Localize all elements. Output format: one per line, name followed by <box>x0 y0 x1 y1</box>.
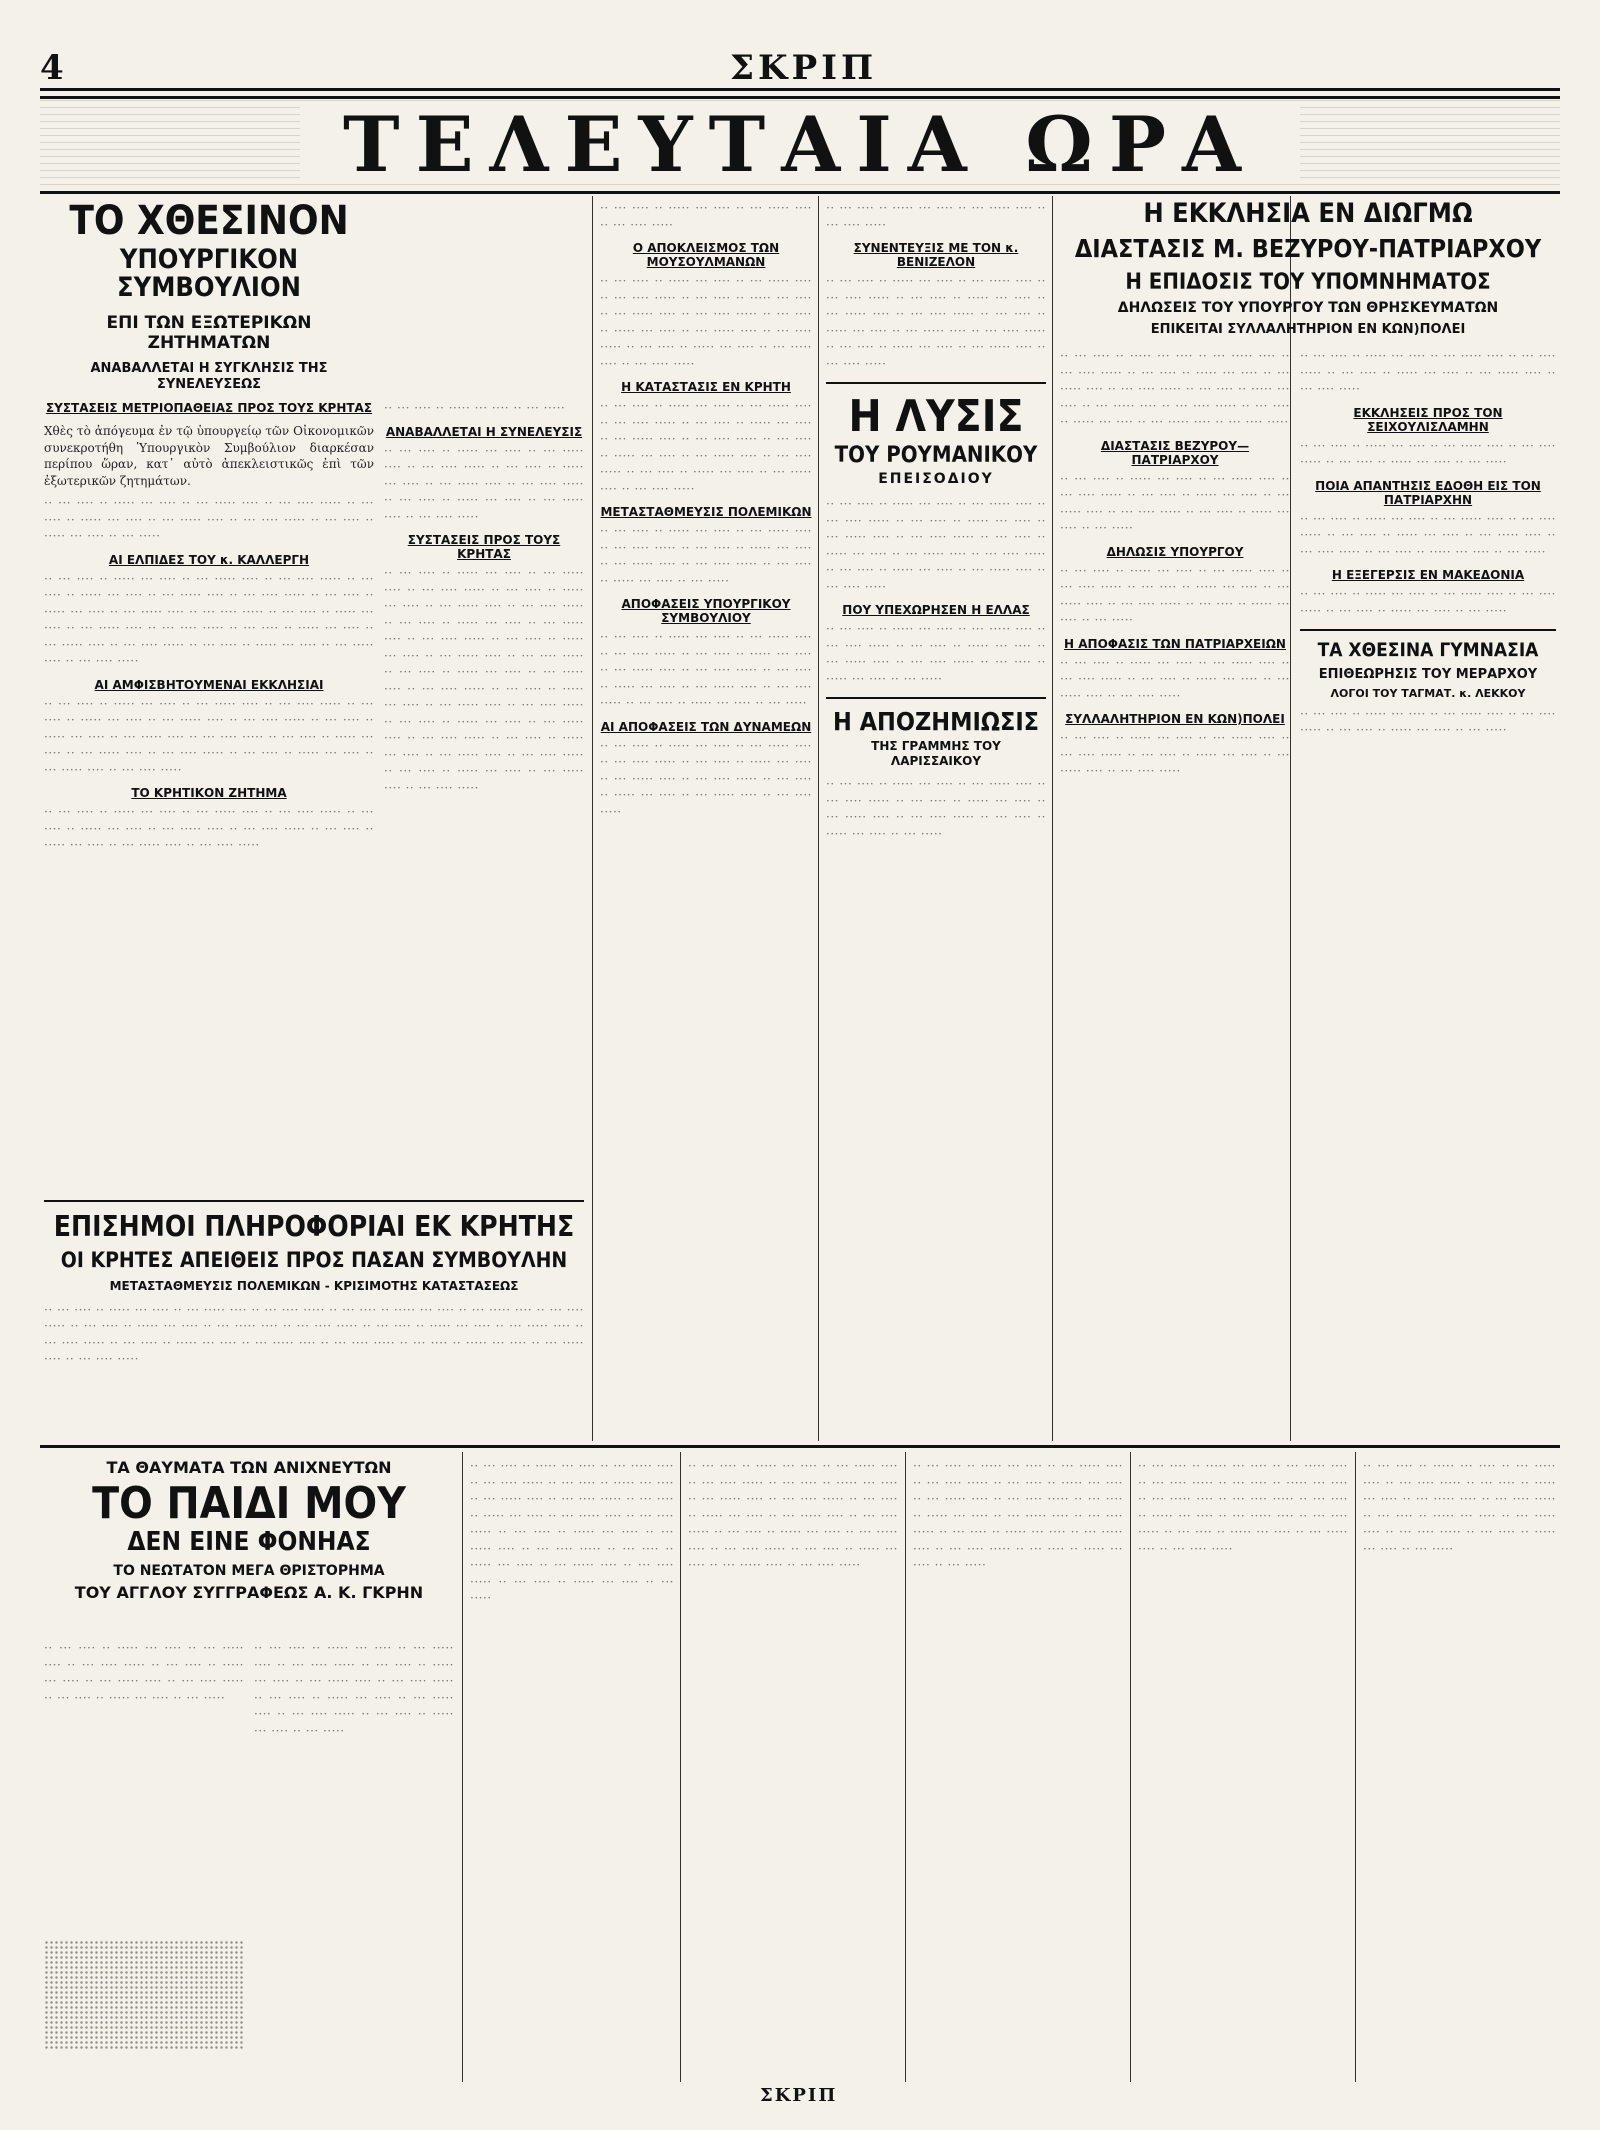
headline-cretans: ΟΙ ΚΡΗΤΕΣ ΑΠΕΙΘΕΙΣ ΠΡΟΣ ΠΑΣΑΝ ΣΥΜΒΟΥΛΗΝ <box>60 1248 568 1273</box>
serial-column-7 <box>1363 1458 1556 2078</box>
headline-rally: ΕΠΙΚΕΙΤΑΙ ΣΥΛΛΑΛΗΤΗΡΙΟΝ ΕΝ ΚΩΝ)ΠΟΛΕΙ <box>1150 322 1466 338</box>
article-text: ·· ··· ···· ·· ····· ··· ···· ·· ··· ····· ···· ·· ··· ···· ····· ·· ··· ···· ·· ····· ··· ···· ·· ··· ····· <box>1300 438 1556 470</box>
article-text: ·· ··· ···· ·· ····· ··· ···· ·· ··· ····· ···· ·· ··· ···· ····· <box>826 201 1046 232</box>
article-text: ·· ··· ···· ·· ····· ··· ···· ·· ··· ····· ···· ·· ··· ···· ····· ·· ··· ···· ·· ····· ··· ···· ·· ··· ····· ···· ·· ··· ···· ····· ·· ··· ···· ·· ····· ··· ···· ·· ··· ····· ···· ·· ··· ···· ····· ·· ··· ···· ·· ····· ··· ···· ·· ··· ····· ···· ·· ··· ···· ····· ·· ··· ···· ·· ····· ··· ···· ·· ··· ····· ···· ·· ··· ···· ····· <box>688 1459 898 1572</box>
headline-memorandum: Η ΕΠΙΔΟΣΙΣ ΤΟΥ ΥΠΟΜΝΗΜΑΤΟΣ <box>1125 269 1491 295</box>
article-text: ·· ··· ···· ·· ····· ··· ···· ·· ··· ····· ···· ·· ··· ···· ····· ·· ··· ···· ·· ····· ··· ···· ·· ··· ····· ···· ·· ··· ···· ····· ·· ··· ···· ·· ····· ··· ···· ·· ··· ····· ···· ·· ··· ···· ····· ·· ··· ···· ·· ····· ··· ···· ·· ··· ····· ···· ·· ··· ···· ····· <box>1060 349 1290 430</box>
headline-crete-info: ΕΠΙΣΗΜΟΙ ΠΛΗΡΟΦΟΡΙΑΙ ΕΚ ΚΡΗΤΗΣ <box>53 1210 575 1243</box>
article-text: ·· ··· ···· ·· ····· ··· ···· ·· ··· ····· ···· ·· ··· ···· ····· ·· ··· ···· ·· ····· ··· ···· ·· ··· ····· ···· ·· ··· ···· ····· ·· ··· ···· ·· ····· ··· ···· ·· ··· ····· ···· ·· ··· ···· ····· ·· ··· ···· ·· ····· ··· ···· ·· ··· ····· ···· ·· ··· ···· ····· <box>826 274 1046 371</box>
subheading: ΑΙ ΑΠΟΦΑΣΕΙΣ ΤΩΝ ΔΥΝΑΜΕΩΝ <box>600 719 812 734</box>
subheading: ΑΙ ΑΜΦΙΣΒΗΤΟΥΜΕΝΑΙ ΕΚΚΛΗΣΙΑΙ <box>94 677 324 692</box>
subheading: Ο ΑΠΟΚΛΕΙΣΜΟΣ ΤΩΝ ΜΟΥΣΟΥΛΜΑΝΩΝ <box>632 241 780 269</box>
serial-novel-label: ΤΟ ΝΕΩΤΑΤΟΝ ΜΕΓΑ ΘΡΙΣΤΟΡΗΜΑ <box>113 1562 385 1579</box>
subheading: Η ΕΞΕΓΕΡΣΙΣ ΕΝ ΜΑΚΕΔΟΝΙΑ <box>1331 568 1525 583</box>
article-text: ·· ··· ···· ·· ····· ··· ···· ·· ··· ····· ···· ·· ··· ···· ····· ·· ··· ···· ·· ····· ··· ···· ·· ··· ····· ···· ·· ··· ···· ····· <box>1060 731 1290 779</box>
headline-incident: ΕΠΕΙΣΟΔΙΟΥ <box>878 471 994 488</box>
right-column-a <box>1060 348 1290 786</box>
article-text: Χθὲς τὸ ἀπόγευμα ἐν τῷ ὑπουργείῳ τῶν Οἰκονομικῶν συνεκροτήθη Ὑπουργικὸν Συμβούλιον διαρκέσαν περίπου ὥραν, κατ᾽ αὐτὸ ἀπεκλειστικῶς ἐπὶ τῶν ἐξωτερικῶν ζητημάτων. <box>44 424 374 488</box>
subheading: ΜΕΤΑΣΤΑΘΜΕΥΣΙΣ ΠΟΛΕΜΙΚΩΝ <box>600 505 812 519</box>
subheading: ΠΟΥ ΥΠΕΧΩΡΗΣΕΝ Η ΕΛΛΑΣ <box>842 603 1030 618</box>
article-text: ·· ··· ···· ·· ····· ··· ···· ·· ··· ····· ···· ·· ··· ···· ····· ·· ··· ···· ·· ····· ··· ···· ·· ··· ····· ···· ·· ··· ···· ····· ·· ··· ···· ·· ····· ··· ···· ·· ··· ····· ···· ·· ··· ···· ····· ·· ··· ···· ·· ····· ··· ···· ·· ··· ····· ···· ·· ··· ···· ····· ·· ··· ···· ·· ····· ··· ···· ·· ··· ····· ···· ·· ··· ···· ····· ·· ··· ···· ·· ····· ··· ···· ·· ··· ····· <box>470 1459 674 1605</box>
subheading: ΣΥΣΤΑΣΕΙΣ ΠΡΟΣ ΤΟΥΣ ΚΡΗΤΑΣ <box>407 533 561 561</box>
article-text: ·· ··· ···· ·· ····· ··· ···· ·· ··· ····· ···· ·· ··· ···· ····· ·· ··· ···· ·· ····· ··· ···· ·· ··· ····· ···· ·· ··· ···· ····· ·· ··· ···· ·· ····· ··· ···· ·· ··· ····· <box>44 1641 244 1705</box>
subheading: ΔΙΑΣΤΑΣΙΣ ΒΕΖΥΡΟΥ—ΠΑΤΡΙΑΡΧΟΥ <box>1100 438 1250 467</box>
article-text: ·· ··· ···· ·· ····· ··· ···· ·· ··· ····· <box>384 401 566 415</box>
column-rule <box>680 1452 681 2082</box>
column-rule <box>1052 196 1053 1441</box>
headline-warships: ΜΕΤΑΣΤΑΘΜΕΥΣΙΣ ΠΟΛΕΜΙΚΩΝ - ΚΡΙΣΙΜΟΤΗΣ ΚΑΤΑΣΤΑΣΕΩΣ <box>109 1279 519 1294</box>
column-rule <box>1355 1452 1356 2082</box>
serial-column-5 <box>913 1458 1123 2078</box>
article-text: ·· ··· ···· ·· ····· ··· ···· ·· ··· ····· ···· ·· ··· ···· ····· ·· ··· ···· ·· ····· ··· ···· ·· ··· ····· <box>1300 706 1556 738</box>
subheading: ΑΝΑΒΑΛΛΕΤΑΙ Η ΣΥΝΕΛΕΥΣΙΣ <box>385 424 583 439</box>
headline-larissa-line: ΤΗΣ ΓΡΑΜΜΗΣ ΤΟΥ ΛΑΡΙΣΣΑΙΚΟΥ <box>871 739 1001 768</box>
serial-column-4 <box>688 1458 898 2078</box>
headline-church: Η ΕΚΚΛΗΣΙΑ ΕΝ ΔΙΩΓΜΩ <box>1143 200 1473 229</box>
article-text: ·· ··· ···· ·· ····· ··· ···· ·· ··· ····· ···· ·· ··· ···· ····· ·· ··· ···· ·· ····· ··· ···· ·· ··· ····· ···· ·· ··· ···· ····· ·· ··· ···· ·· ····· ··· ···· ·· ··· ····· ···· ·· ··· ···· ····· ·· ··· ···· ·· ····· ··· ···· ·· ··· ····· ···· ·· ··· ···· ····· <box>826 497 1046 594</box>
subheading: ΑΠΟΦΑΣΕΙΣ ΥΠΟΥΡΓΙΚΟΥ ΣΥΜΒΟΥΛΙΟΥ <box>621 597 791 625</box>
page-number: 4 <box>40 48 64 88</box>
right-columns <box>1060 348 1556 786</box>
article-text: ·· ··· ···· ·· ····· ··· ···· ·· ··· ····· ···· ·· ··· ···· ····· ·· ··· ···· ·· ····· ··· ···· ·· ··· ····· ···· ·· ··· ···· ····· ·· ··· ···· ·· ····· ··· ···· ·· ··· ····· ···· ·· ··· ···· ····· ·· ··· ···· ·· ····· ··· ···· ·· ··· ····· ···· ·· ··· ···· ····· ·· ··· ···· ·· ····· ··· ···· ·· ··· ····· ···· ·· ··· ···· ····· ·· ··· ···· ·· ····· ··· ···· ·· ··· ····· ···· ·· ··· ···· ····· <box>44 571 374 669</box>
article-text: ·· ··· ···· ·· ····· ··· ···· ·· ··· ····· ···· ·· ··· ···· ····· ·· ··· ···· ·· ····· ··· ···· ·· ··· ····· ···· ·· ··· ···· ····· ·· ··· ···· ·· ····· ··· ···· ·· ··· ····· ···· ·· ··· ···· ····· ·· ··· ···· ·· ····· ··· ···· ·· ··· ····· ···· ·· ··· ···· ····· ·· ··· ···· ·· ····· ··· ···· ·· ··· ····· <box>913 1459 1123 1572</box>
article-text: ·· ··· ···· ·· ····· ··· ···· ·· ··· ····· ···· ·· ··· ···· ····· ·· ··· ···· ·· ····· ··· ···· ·· ··· ····· ···· ·· ··· ···· ····· ·· ··· ···· ·· ····· ··· ···· ·· ··· ····· <box>600 524 812 588</box>
subheading: ΕΚΚΛΗΣΕΙΣ ΠΡΟΣ ΤΟΝ ΣΕΙΧΟΥΛΙΣΛΑΜΗΝ <box>1353 405 1503 434</box>
right-column-b <box>1300 348 1556 786</box>
headline-assembly: ΑΝΑΒΑΛΛΕΤΑΙ Η ΣΥΓΚΛΗΣΙΣ ΤΗΣ ΣΥΝΕΛΕΥΣΕΩΣ <box>90 361 328 393</box>
column-rule <box>592 196 593 1441</box>
subheading: ΤΟ ΚΡΗΤΙΚΟΝ ΖΗΤΗΜΑ <box>131 786 287 801</box>
subheading: ΠΟΙΑ ΑΠΑΝΤΗΣΙΣ ΕΔΟΘΗ ΕΙΣ ΤΟΝ ΠΑΤΡΙΑΡΧΗΝ <box>1315 478 1541 507</box>
article-text: ·· ··· ···· ·· ····· ··· ···· ·· ··· ····· ···· ·· ··· ···· ····· ·· ··· ···· ·· ····· ··· ···· ·· ··· ····· ···· ·· ··· ···· ····· ·· ··· ···· ·· ····· ··· ···· ·· ··· ····· ···· ·· ··· ···· ····· ·· ··· ···· ·· ····· ··· ···· ·· ··· ····· <box>1363 1459 1556 1556</box>
section-rule <box>826 382 1046 384</box>
headline-inspection: ΕΠΙΘΕΩΡΗΣΙΣ ΤΟΥ ΜΕΡΑΡΧΟΥ <box>1318 667 1538 683</box>
serial-column-3 <box>470 1458 674 2078</box>
section-rule <box>1300 629 1556 631</box>
article-text: ·· ··· ···· ·· ····· ··· ···· ·· ··· ····· ···· ·· ··· ···· ····· ·· ··· ···· ·· ····· ··· ···· ·· ··· ····· ···· ·· ··· ···· ····· ·· ··· ···· ·· ····· ··· ···· ·· ··· ····· ···· ·· ··· ···· ····· <box>384 443 584 524</box>
column-3 <box>600 200 812 1440</box>
serial-title: ΤΟ ΠΑΙΔΙ ΜΟΥ <box>92 1478 406 1530</box>
serial-kicker: ΤΑ ΘΑΥΜΑΤΑ ΤΩΝ ΑΝΙΧΝΕΥΤΩΝ <box>106 1458 392 1477</box>
headline-foreign-affairs: ΕΠΙ ΤΩΝ ΕΞΩΤΕΡΙΚΩΝ ΖΗΤΗΜΑΤΩΝ <box>106 312 312 354</box>
article-text: ·· ··· ···· ·· ····· ··· ···· ·· ··· ····· ···· ·· ··· ···· ····· ·· ··· ···· ·· ····· ··· ···· ·· ··· ····· ···· ·· ··· ···· ····· ·· ··· ···· ·· ····· ··· ···· ·· ··· ····· ···· ·· ··· ···· ····· ·· ··· ···· ·· ····· ··· ···· ·· ··· ····· <box>600 630 812 710</box>
headline-gymnastics: ΤΑ ΧΘΕΣΙΝΑ ΓΥΜΝΑΣΙΑ <box>1317 639 1539 662</box>
column-rule <box>462 1452 463 2082</box>
headline-minister: ΔΗΛΩΣΕΙΣ ΤΟΥ ΥΠΟΥΡΓΟΥ ΤΩΝ ΘΡΗΣΚΕΥΜΑΤΩΝ <box>1117 299 1499 316</box>
article-text: ·· ··· ···· ·· ····· ··· ···· ·· ··· ····· ···· ·· ··· ···· ····· ·· ··· ···· ·· ····· ··· ···· ·· ··· ····· ···· ·· ··· ···· ····· ·· ··· ···· ·· ····· ··· ···· ·· ··· ····· ···· ·· ··· ···· ····· ·· ··· ···· ·· ····· ··· ···· ·· ··· ····· ···· ·· ··· ···· ····· <box>600 274 812 371</box>
subheading: Η ΚΑΤΑΣΤΑΣΙΣ ΕΝ ΚΡΗΤΗ <box>621 380 791 394</box>
article-text: ·· ··· ···· ·· ····· ··· ···· ·· ··· ····· ···· ·· ··· ···· ····· ·· ··· ···· ·· ····· ··· ···· ·· ··· ····· ···· ·· ··· ···· ····· ·· ··· ···· ·· ····· ··· ···· ·· ··· ····· <box>1060 563 1290 628</box>
subheading: ΣΥΛΛΑΛΗΤΗΡΙΟΝ ΕΝ ΚΩΝ)ΠΟΛΕΙ <box>1065 712 1285 727</box>
column-4 <box>826 200 1046 1440</box>
crete-info-section <box>44 1200 584 1440</box>
paper-name: ΣΚΡΙΠ <box>730 48 878 88</box>
article-text: ·· ··· ···· ·· ····· ··· ···· ·· ··· ····· ···· ·· ··· ···· ····· ·· ··· ···· ·· ····· ··· ···· ·· ··· ····· ···· ·· ··· ···· ····· ·· ··· ···· ·· ····· ··· ···· ·· ··· ····· <box>1060 471 1290 536</box>
section-rule <box>44 1200 584 1202</box>
article-text: ·· ··· ···· ·· ····· ··· ···· ·· ··· ····· ···· ·· ··· ···· ····· ·· ··· ···· ·· ····· ··· ···· ·· ··· ····· <box>1300 587 1556 618</box>
article-text: ·· ··· ···· ·· ····· ··· ···· ·· ··· ····· ···· ·· ··· ···· ····· ·· ··· ···· ·· ····· ··· ···· ·· ··· ····· ···· ·· ··· ···· ····· ·· ··· ···· ·· ····· ··· ···· ·· ··· ····· <box>826 777 1046 841</box>
article-text: ·· ··· ···· ·· ····· ··· ···· ·· ··· ····· ···· ·· ··· ···· ····· ·· ··· ···· ·· ····· ··· ···· ·· ··· ····· ···· ·· ··· ···· ····· ·· ··· ···· ·· ····· ··· ···· ·· ··· ····· <box>1300 511 1556 559</box>
headline-compensation: Η ΑΠΟΖΗΜΙΩΣΙΣ <box>832 707 1040 737</box>
serial-author: ΤΟΥ ΑΓΓΛΟΥ ΣΥΓΓΡΑΦΕΩΣ Α. Κ. ΓΚΡΗΝ <box>74 1583 424 1603</box>
column-2 <box>384 400 584 1195</box>
serial-text-1 <box>44 1640 244 1940</box>
article-text: ·· ··· ···· ·· ····· ··· ···· ·· ··· ····· ···· ·· ··· ···· ····· ·· ··· ···· ·· ····· ··· ···· ·· ··· ····· ···· ·· ··· ···· ····· ·· ··· ···· ·· ····· ··· ···· ·· ··· ····· ···· ·· ··· ···· ····· ·· ··· ···· ·· ····· ··· ···· ·· ··· ····· ···· ·· ··· ···· ····· ·· ··· ···· ·· ····· ··· ···· ·· ··· ····· ···· ·· ··· ···· ····· ·· ··· ···· ·· ····· ··· ···· ·· ··· ····· ···· ·· ··· ···· ····· <box>44 1302 584 1367</box>
halftone-illustration <box>44 1940 244 2050</box>
subheading: ΔΗΛΩΣΙΣ ΥΠΟΥΡΓΟΥ <box>1106 544 1244 559</box>
article-text: ·· ··· ···· ·· ····· ··· ···· ·· ··· ····· ···· ·· ··· ···· ····· ·· ··· ···· ·· ····· ··· ···· ·· ··· ····· ···· ·· ··· ···· ····· ·· ··· ···· ·· ····· ··· ···· ·· ··· ····· ···· ·· ··· ···· ····· ·· ··· ···· ·· ····· ··· ···· ·· ··· ····· ···· ·· ··· ···· ····· <box>600 399 812 496</box>
column-rule <box>905 1452 906 2082</box>
column-1 <box>44 200 374 1195</box>
serial-text-2 <box>254 1640 454 2070</box>
article-text: ·· ··· ···· ·· ····· ··· ···· ·· ··· ····· ···· ·· ··· ···· ····· ·· ··· ···· ·· ····· ··· ···· ·· ··· ····· ···· ·· ··· ···· ····· ·· ··· ···· ·· ····· ··· ···· ·· ··· ····· ···· ·· ··· ···· ····· <box>44 805 374 853</box>
headline-moderation: ΣΥΣΤΑΣΕΙΣ ΜΕΤΡΙΟΠΑΘΕΙΑΣ ΠΡΟΣ ΤΟΥΣ ΚΡΗΤΑΣ <box>45 400 373 415</box>
page-header <box>40 48 1560 88</box>
banner-title: ΤΕΛΕΥΤΑΙΑ ΩΡΑ <box>300 105 1300 183</box>
section-rule <box>826 697 1046 699</box>
article-text: ·· ··· ···· ·· ····· ··· ···· ·· ··· ····· ···· ·· ··· ···· ····· ·· ··· ···· ·· ····· ··· ···· ·· ··· ····· ···· ·· ··· ···· ····· ·· ··· ···· ·· ····· ··· ···· ·· ··· ····· ···· ·· ··· ···· ····· ·· ··· ···· ·· ····· ··· ···· ·· ··· ····· <box>254 1641 454 1738</box>
article-text: ·· ··· ···· ·· ····· ··· ···· ·· ··· ····· ···· ·· ··· ···· ····· <box>600 201 812 232</box>
top-rule <box>40 88 1560 91</box>
article-text: ·· ··· ···· ·· ····· ··· ···· ·· ··· ····· ···· ·· ··· ···· ····· ·· ··· ···· ·· ····· ··· ···· ·· ··· ····· ···· ·· ··· ···· ····· <box>1060 655 1290 703</box>
banner <box>40 96 1560 194</box>
subheading: ΑΙ ΕΛΠΙΔΕΣ ΤΟΥ κ. ΚΑΛΛΕΡΓΗ <box>108 552 310 567</box>
article-text: ·· ··· ···· ·· ····· ··· ···· ·· ··· ····· ···· ·· ··· ···· ····· ·· ··· ···· ·· ····· ··· ···· ·· ··· ····· ···· ·· ··· ···· ····· ·· ··· ···· ·· ····· ··· ···· ·· ··· ····· <box>826 622 1046 686</box>
subheading: Η ΑΠΟΦΑΣΙΣ ΤΩΝ ΠΑΤΡΙΑΡΧΕΙΩΝ <box>1064 636 1286 651</box>
column-rule <box>1130 1452 1131 2082</box>
headline-dispute: ΔΙΑΣΤΑΣΙΣ Μ. ΒΕΖΥΡΟΥ-ΠΑΤΡΙΑΡΧΟΥ <box>1074 234 1542 264</box>
article-text: ·· ··· ···· ·· ····· ··· ···· ·· ··· ····· ···· ·· ··· ···· ····· ·· ··· ···· ·· ····· ··· ···· ·· ··· ····· ···· ·· ··· ···· ····· <box>1300 349 1556 397</box>
headline-romanian: ΤΟΥ ΡΟΥΜΑΝΙΚΟΥ <box>834 443 1038 469</box>
right-section <box>1060 200 1556 1440</box>
headline-cabinet-2: ΥΠΟΥΡΓΙΚΟΝ ΣΥΜΒΟΥΛΙΟΝ <box>117 244 301 304</box>
serial-footer: ΣΚΡΙΠ <box>760 2085 838 2106</box>
article-text: ·· ··· ···· ·· ····· ··· ···· ·· ··· ····· ···· ·· ··· ···· ····· ·· ··· ···· ·· ····· ··· ···· ·· ··· ····· ···· ·· ··· ···· ····· ·· ··· ···· ·· ····· ··· ···· ·· ··· ····· ···· ·· ··· ···· ····· <box>600 738 812 819</box>
article-text: ·· ··· ···· ·· ····· ··· ···· ·· ··· ····· ···· ·· ··· ···· ····· ·· ··· ···· ·· ····· ··· ···· ·· ··· ····· ···· ·· ··· ···· ····· ·· ··· ···· ·· ····· ··· ···· ·· ··· ····· ···· ·· ··· ···· ····· ·· ··· ···· ·· ····· ··· ···· ·· ··· ····· ···· ·· ··· ···· ····· ·· ··· ···· ·· ····· ··· ···· ·· ··· ····· ···· ·· ··· ···· ····· <box>44 696 374 777</box>
headline-cabinet: ΤΟ ΧΘΕΣΙΝΟΝ <box>69 200 349 244</box>
serial-header <box>44 1458 454 1628</box>
headline-speech: ΛΟΓΟΙ ΤΟΥ ΤΑΓΜΑΤ. κ. ΛΕΚΚΟΥ <box>1330 686 1526 700</box>
headline-solution: Η ΛΥΣΙΣ <box>848 391 1024 442</box>
column-rule <box>818 196 819 1441</box>
article-text: ·· ··· ···· ·· ····· ··· ···· ·· ··· ····· ···· ·· ··· ···· ····· ·· ··· ···· ·· ····· ··· ···· ·· ··· ····· ···· ·· ··· ···· ····· ·· ··· ···· ·· ····· ··· ···· ·· ··· ····· ···· ·· ··· ···· ····· ·· ··· ···· ·· ····· ··· ···· ·· ··· ····· ···· ·· ··· ···· ····· <box>1138 1459 1348 1556</box>
article-text: ·· ··· ···· ·· ····· ··· ···· ·· ··· ····· ···· ·· ··· ···· ····· ·· ··· ···· ·· ····· ··· ···· ·· ··· ····· ···· ·· ··· ···· ····· ·· ··· ···· ·· ····· ··· ···· ·· ··· ····· <box>44 496 374 544</box>
serial-subtitle: ΔΕΝ ΕΙΝΕ ΦΟΝΗΑΣ <box>127 1527 371 1558</box>
serial-column-6 <box>1138 1458 1348 2078</box>
article-text: ·· ··· ···· ·· ····· ··· ···· ·· ··· ····· ···· ·· ··· ···· ····· ·· ··· ···· ·· ····· ··· ···· ·· ··· ····· ···· ·· ··· ···· ····· ·· ··· ···· ·· ····· ··· ···· ·· ··· ····· ···· ·· ··· ···· ····· ·· ··· ···· ·· ····· ··· ···· ·· ··· ····· ···· ·· ··· ···· ····· ·· ··· ···· ·· ····· ··· ···· ·· ··· ····· ···· ·· ··· ···· ····· ·· ··· ···· ·· ····· ··· ···· ·· ··· ····· ···· ·· ··· ···· ····· ·· ··· ···· ·· ····· ··· ···· ·· ··· ····· ···· ·· ··· ···· ····· ·· ··· ···· ·· ····· ··· ···· ·· ··· ····· ···· ·· ··· ···· ····· ·· ··· ···· ·· ····· ··· ···· ·· ··· ····· ···· ·· ··· ···· ····· <box>384 566 584 795</box>
subheading: ΣΥΝΕΝΤΕΥΞΙΣ ΜΕ ΤΟΝ κ. ΒΕΝΙΖΕΛΟΝ <box>853 241 1019 269</box>
serial-divider <box>40 1445 1560 1448</box>
